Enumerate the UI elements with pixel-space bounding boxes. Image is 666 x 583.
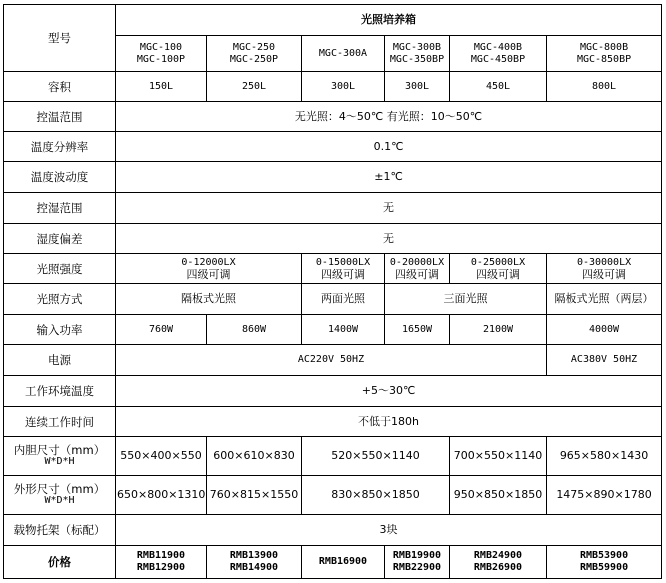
label-continuous-time: 连续工作时间 [4,407,116,437]
price-cell: RMB16900 [302,546,385,579]
capacity-cell: 300L [385,72,450,102]
label-light-intensity: 光照强度 [4,254,116,284]
capacity-cell: 250L [207,72,302,102]
input-power-cell: 760W [116,315,207,345]
spec-table [3,4,662,579]
price-cell: RMB53900 RMB59900 [547,546,662,579]
light-mode-cell: 隔板式光照（两层） [547,284,662,315]
light-intensity-cell: 0-15000LX 四级可调 [302,254,385,284]
light-intensity-cell: 0-25000LX 四级可调 [450,254,547,284]
label-light-mode: 光照方式 [4,284,116,315]
input-power-cell: 860W [207,315,302,345]
continuous-time-value: 不低于180h [116,407,662,437]
capacity-cell: 300L [302,72,385,102]
label-outer-size: 外形尺寸（mm） W*D*H [4,476,116,515]
temp-fluctuation-value: ±1℃ [116,162,662,193]
humidity-deviation-value: 无 [116,224,662,254]
label-capacity: 容积 [4,72,116,102]
model-cell: MGC-800B MGC-850BP [547,36,662,72]
inner-size-cell: 965×580×1430 [547,437,662,476]
label-model: 型号 [4,5,116,72]
capacity-cell: 450L [450,72,547,102]
label-ambient-temp: 工作环境温度 [4,376,116,407]
model-cell: MGC-400B MGC-450BP [450,36,547,72]
label-humidity-range: 控湿范围 [4,193,116,224]
label-humidity-deviation: 湿度偏差 [4,224,116,254]
ambient-temp-value: +5～30℃ [116,376,662,407]
inner-size-cell: 550×400×550 [116,437,207,476]
model-cell: MGC-300B MGC-350BP [385,36,450,72]
price-cell: RMB11900 RMB12900 [116,546,207,579]
light-mode-cell: 两面光照 [302,284,385,315]
input-power-cell: 1400W [302,315,385,345]
model-cell: MGC-250 MGC-250P [207,36,302,72]
label-temp-fluctuation: 温度波动度 [4,162,116,193]
power-supply-cell: AC220V 50HZ [116,345,547,376]
input-power-cell: 2100W [450,315,547,345]
light-mode-cell: 隔板式光照 [116,284,302,315]
price-cell: RMB24900 RMB26900 [450,546,547,579]
model-cell: MGC-100 MGC-100P [116,36,207,72]
light-intensity-cell: 0-20000LX 四级可调 [385,254,450,284]
model-cell: MGC-300A [302,36,385,72]
label-inner-size: 内胆尺寸（mm） W*D*H [4,437,116,476]
temp-resolution-value: 0.1℃ [116,132,662,162]
inner-size-cell: 520×550×1140 [302,437,450,476]
capacity-cell: 800L [547,72,662,102]
humidity-range-value: 无 [116,193,662,224]
outer-size-cell: 760×815×1550 [207,476,302,515]
light-intensity-cell: 0-12000LX 四级可调 [116,254,302,284]
label-temp-resolution: 温度分辨率 [4,132,116,162]
label-shelves: 载物托架（标配） [4,515,116,546]
label-power-supply: 电源 [4,345,116,376]
inner-size-cell: 600×610×830 [207,437,302,476]
table-title: 光照培养箱 [116,5,662,36]
light-mode-cell: 三面光照 [385,284,547,315]
power-supply-cell: AC380V 50HZ [547,345,662,376]
light-intensity-cell: 0-30000LX 四级可调 [547,254,662,284]
label-price: 价格 [4,546,116,579]
input-power-cell: 4000W [547,315,662,345]
label-temp-range: 控温范围 [4,102,116,132]
outer-size-cell: 830×850×1850 [302,476,450,515]
capacity-cell: 150L [116,72,207,102]
inner-size-cell: 700×550×1140 [450,437,547,476]
price-cell: RMB19900 RMB22900 [385,546,450,579]
input-power-cell: 1650W [385,315,450,345]
temp-range-value: 无光照：4～50℃ 有光照：10～50℃ [116,102,662,132]
outer-size-cell: 1475×890×1780 [547,476,662,515]
shelves-value: 3块 [116,515,662,546]
outer-size-cell: 950×850×1850 [450,476,547,515]
label-input-power: 输入功率 [4,315,116,345]
price-cell: RMB13900 RMB14900 [207,546,302,579]
outer-size-cell: 650×800×1310 [116,476,207,515]
